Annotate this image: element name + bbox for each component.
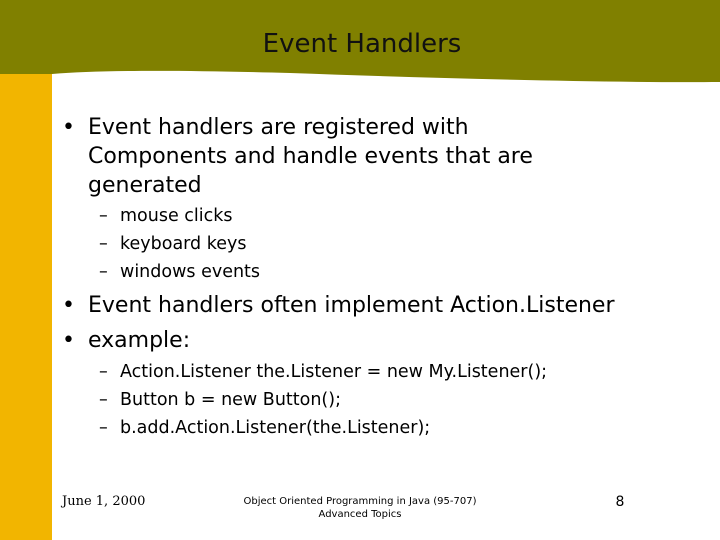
bullet-line: Components and handle events that are <box>88 144 533 169</box>
bullet-line: Event handlers are registered with <box>88 115 469 140</box>
bullet-line: Event handlers often implement Action.Listener <box>88 293 615 318</box>
sub-dash: – <box>99 362 108 382</box>
sub-dash: – <box>99 206 108 226</box>
slide-title: Event Handlers <box>262 29 462 59</box>
bullet-item <box>62 291 615 320</box>
sub-item <box>99 230 246 258</box>
sub-text: windows events <box>120 262 261 282</box>
sub-dash: – <box>99 418 108 438</box>
footer-course-line: Advanced Topics <box>318 509 402 520</box>
footer-course-line: Object Oriented Programming in Java (95-707) <box>243 496 477 507</box>
sub-text: Button b = new Button(); <box>120 390 341 410</box>
bullet-mark: • <box>62 115 75 140</box>
sub-item <box>99 358 547 386</box>
sub-dash: – <box>99 390 108 410</box>
page-number: 8 <box>615 494 625 510</box>
sub-item <box>99 202 233 230</box>
bullet-line: generated <box>88 173 202 198</box>
bullet-mark: • <box>62 328 75 353</box>
sub-item <box>99 258 260 286</box>
sub-text: Action.Listener the.Listener = new My.Listener(); <box>120 362 548 382</box>
bullet-item <box>62 326 190 355</box>
sub-text: keyboard keys <box>120 234 247 254</box>
footer-date: June 1, 2000 <box>62 494 146 509</box>
footer-course-title <box>210 495 510 521</box>
sub-dash: – <box>99 234 108 254</box>
sub-text: b.add.Action.Listener(the.Listener); <box>120 418 431 438</box>
bullet-line: example: <box>88 328 191 353</box>
sub-text: mouse clicks <box>120 206 233 226</box>
sub-item <box>99 386 341 414</box>
sub-item <box>99 414 430 442</box>
bullet-item <box>62 113 533 200</box>
bullet-mark: • <box>62 293 75 318</box>
sub-dash: – <box>99 262 108 282</box>
